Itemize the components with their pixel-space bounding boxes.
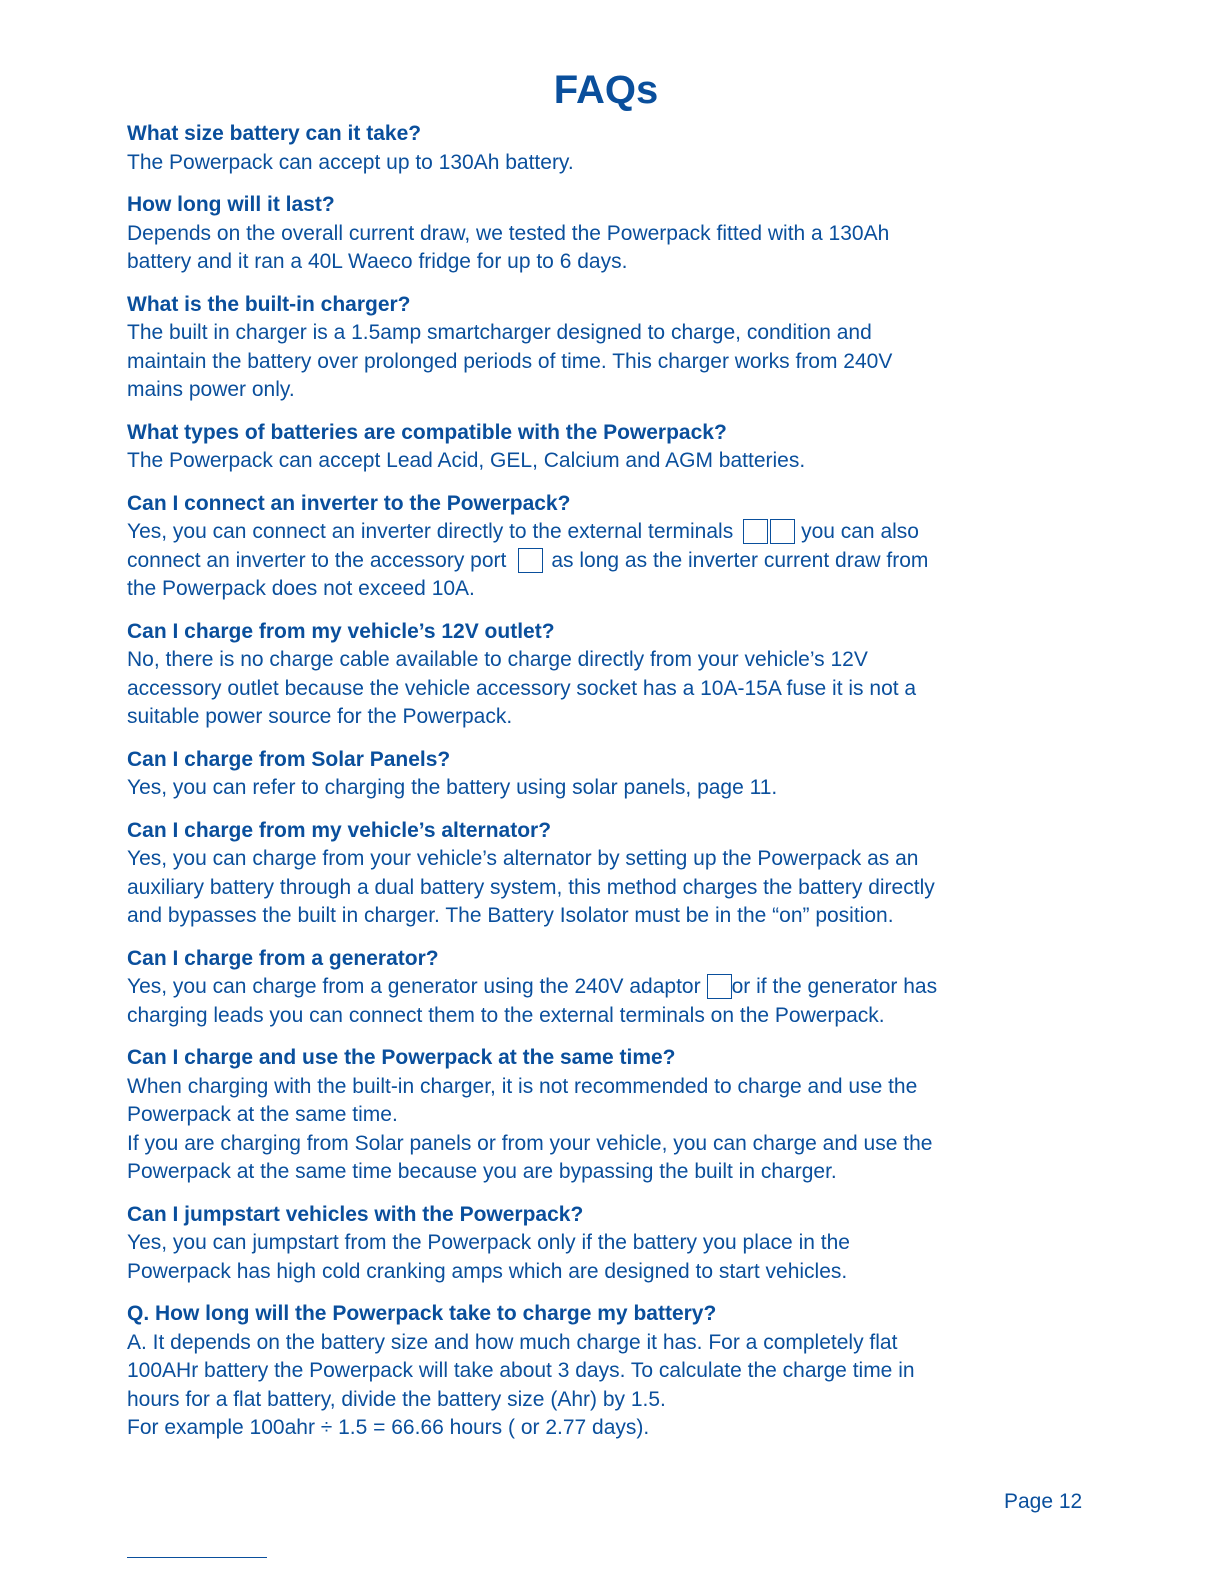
faq-answer-line: hours for a flat battery, divide the battery size (Ahr) by 1.5.: [127, 1387, 666, 1411]
faq-answer-line: [127, 973, 1097, 1002]
faq-item: [127, 1300, 1097, 1443]
faq-answer-line: mains power only.: [127, 378, 295, 401]
faq-answer-line: accessory outlet because the vehicle accessory socket has a 10A-15A fuse it is not a: [127, 676, 917, 700]
faq-answer-line: and bypasses the built in charger. The Battery Isolator must be in the “on” position.: [127, 904, 894, 927]
faq-answer-line: Yes, you can refer to charging the battery using solar panels, page 11.: [127, 776, 778, 799]
faq-answer-line: Yes, you can charge from your vehicle’s alternator by setting up the Powerpack as an: [127, 847, 919, 870]
faq-question: Can I charge and use the Powerpack at the same time?: [127, 1046, 676, 1069]
faq-answer-line: Powerpack at the same time because you are bypassing the built in charger.: [127, 1160, 837, 1183]
faq-answer-line: A. It depends on the battery size and how much charge it has. For a completely flat: [127, 1330, 898, 1354]
faq-answer-line: maintain the battery over prolonged periods of time. This charger works from 240V: [127, 349, 893, 373]
faq-question: What size battery can it take?: [127, 122, 422, 145]
faq-question: Q. How long will the Powerpack take to charge my battery?: [127, 1302, 717, 1325]
faq-answer-line: suitable power source for the Powerpack.: [127, 705, 513, 728]
faq-question: How long will it last?: [127, 193, 335, 216]
faq-item: [127, 120, 1097, 177]
faq-answer-text: connect an inverter to the accessory port: [127, 548, 507, 572]
faq-item: [127, 1201, 1097, 1287]
faq-answer-line: The Powerpack can accept up to 130Ah battery.: [127, 150, 574, 174]
faq-item: [127, 1044, 1097, 1187]
faq-answer-text: you can also: [801, 520, 919, 543]
page-number: Page 12: [1004, 1490, 1083, 1513]
faq-item: [127, 191, 1097, 277]
faq-answer-line: Yes, you can jumpstart from the Powerpack only if the battery you place in the: [127, 1231, 850, 1254]
faq-item: [127, 746, 1097, 803]
faq-question: Can I charge from my vehicle’s alternator?: [127, 818, 552, 842]
faq-answer-line: Powerpack at the same time.: [127, 1103, 398, 1126]
faq-answer-text: or if the generator has: [731, 975, 938, 998]
faq-question: Can I charge from Solar Panels?: [127, 747, 451, 771]
faq-item: [127, 490, 1097, 604]
external-terminal-icon: [743, 519, 768, 544]
faq-answer-line: Powerpack has high cold cranking amps which are designed to start vehicles.: [127, 1259, 848, 1283]
faq-item: [127, 419, 1097, 476]
faq-item: [127, 291, 1097, 405]
page-title: FAQs: [553, 68, 659, 112]
faq-answer-text: Yes, you can charge from a generator using the 240V adaptor: [127, 975, 701, 998]
faq-answer-line: [127, 547, 1097, 576]
footer-divider: [127, 1557, 267, 1558]
faq-answer-line: auxiliary battery through a dual battery system, this method charges the battery directly: [127, 875, 935, 899]
faq-answer-line: The Powerpack can accept Lead Acid, GEL, Calcium and AGM batteries.: [127, 449, 806, 472]
faq-question: Can I connect an inverter to the Powerpack?: [127, 491, 571, 515]
faq-item: [127, 817, 1097, 931]
faq-answer-line: [127, 518, 1097, 547]
faq-item: [127, 945, 1097, 1031]
faq-question: Can I charge from a generator?: [127, 946, 439, 970]
external-terminal-icon: [770, 519, 795, 544]
faq-list: [127, 120, 1097, 1457]
faq-answer-line: battery and it ran a 40L Waeco fridge for up to 6 days.: [127, 250, 628, 273]
faq-question: What types of batteries are compatible with the Powerpack?: [127, 420, 727, 444]
faq-answer-line: the Powerpack does not exceed 10A.: [127, 577, 475, 600]
faq-answer-text: as long as the inverter current draw from: [551, 548, 929, 572]
faq-question: What is the built-in charger?: [127, 292, 411, 316]
faq-answer-line: For example 100ahr ÷ 1.5 = 66.66 hours ( or 2.77 days).: [127, 1416, 650, 1439]
faq-answer-text: Yes, you can connect an inverter directly to the external terminals: [127, 520, 734, 543]
faq-answer-line: No, there is no charge cable available to charge directly from your vehicle’s 12V: [127, 648, 868, 671]
faq-answer-line: 100AHr battery the Powerpack will take about 3 days. To calculate the charge time in: [127, 1359, 915, 1382]
faq-question: Can I jumpstart vehicles with the Powerpack?: [127, 1202, 584, 1226]
faq-item: [127, 618, 1097, 732]
adaptor-icon: [707, 974, 732, 999]
accessory-port-icon: [518, 548, 543, 573]
faq-answer-line: The built in charger is a 1.5amp smartcharger designed to charge, condition and: [127, 321, 872, 344]
faq-question: Can I charge from my vehicle’s 12V outlet?: [127, 619, 555, 643]
faq-answer-line: Depends on the overall current draw, we tested the Powerpack fitted with a 130Ah: [127, 221, 890, 245]
faq-answer-line: If you are charging from Solar panels or from your vehicle, you can charge and use the: [127, 1131, 933, 1155]
faq-answer-line: When charging with the built-in charger, it is not recommended to charge and use the: [127, 1074, 918, 1098]
faq-answer-line: charging leads you can connect them to the external terminals on the Powerpack.: [127, 1003, 885, 1027]
